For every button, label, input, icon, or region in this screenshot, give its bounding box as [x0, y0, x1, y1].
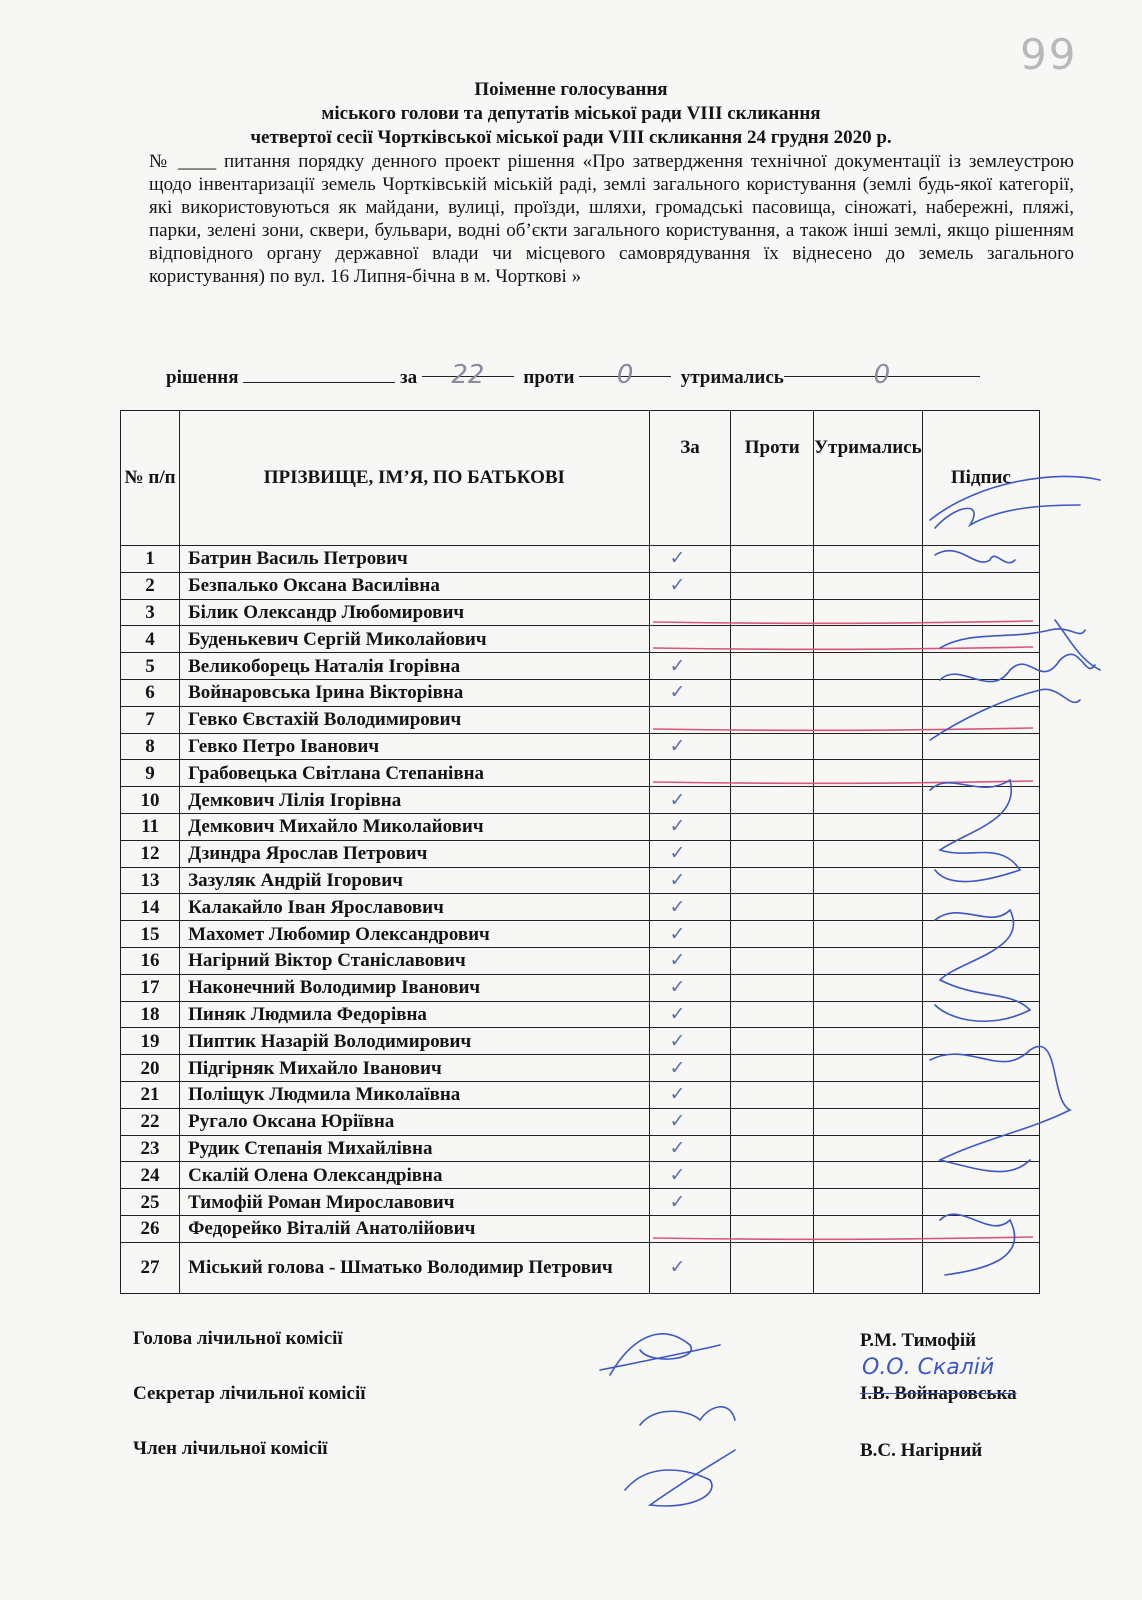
vote-for-cell — [649, 974, 731, 1001]
row-number: 6 — [121, 679, 180, 706]
vote-against-cell — [731, 867, 814, 894]
signature-cell — [922, 626, 1039, 653]
vote-abstained-cell — [814, 840, 923, 867]
decision-line — [166, 360, 1066, 389]
vote-against-cell — [731, 1108, 814, 1135]
row-number: 12 — [121, 840, 180, 867]
vote-abstained-cell — [814, 733, 923, 760]
signature-cell — [922, 1081, 1039, 1108]
abstained-label: утримались — [680, 367, 784, 388]
check-mark-icon: ✓ — [669, 868, 686, 891]
vote-against-cell — [731, 1028, 814, 1055]
deputy-name: Пиптик Назарій Володимирович — [180, 1028, 649, 1055]
check-mark-icon: ✓ — [669, 1110, 686, 1133]
vote-for-cell — [649, 894, 731, 921]
vote-for-cell — [649, 546, 731, 573]
vote-abstained-cell — [814, 1242, 923, 1293]
header-for: За — [649, 411, 731, 546]
table-row — [121, 840, 1040, 867]
row-number: 11 — [121, 813, 180, 840]
signature-cell — [922, 1135, 1039, 1162]
check-mark-icon: ✓ — [669, 681, 686, 704]
table-row — [121, 626, 1040, 653]
vote-abstained-cell — [814, 921, 923, 948]
vote-for-cell — [649, 1242, 731, 1293]
check-mark-icon: ✓ — [669, 1163, 686, 1186]
vote-against-cell — [731, 840, 814, 867]
for-count: 22 — [451, 360, 485, 390]
vote-against-cell — [731, 653, 814, 680]
deputy-name: Дзиндра Ярослав Петрович — [180, 840, 649, 867]
chair-label: Голова лічильної комісії — [133, 1328, 343, 1349]
deputy-name: Калакайло Іван Ярославович — [180, 894, 649, 921]
vote-against-cell — [731, 1055, 814, 1082]
table-row — [121, 1215, 1040, 1242]
deputy-name: Грабовецька Світлана Степанівна — [180, 760, 649, 787]
deputy-name: Тимофій Роман Мирославович — [180, 1189, 649, 1216]
vote-abstained-cell — [814, 1135, 923, 1162]
check-mark-icon: ✓ — [669, 1190, 686, 1213]
table-row — [121, 599, 1040, 626]
deputy-name: Білик Олександр Любомирович — [180, 599, 649, 626]
vote-abstained-cell — [814, 599, 923, 626]
vote-against-cell — [731, 733, 814, 760]
deputy-name: Батрин Василь Петрович — [180, 546, 649, 573]
vote-abstained-cell — [814, 1108, 923, 1135]
signature-cell — [922, 679, 1039, 706]
vote-abstained-cell — [814, 787, 923, 814]
row-number: 10 — [121, 787, 180, 814]
vote-abstained-cell — [814, 1055, 923, 1082]
vote-against-cell — [731, 760, 814, 787]
vote-for-cell — [649, 840, 731, 867]
vote-against-cell — [731, 894, 814, 921]
deputy-name: Рудик Степанія Михайлівна — [180, 1135, 649, 1162]
vote-abstained-cell — [814, 572, 923, 599]
vote-against-cell — [731, 1189, 814, 1216]
secretary-replacement: О.О. Скалій — [862, 1355, 995, 1380]
check-mark-icon: ✓ — [669, 734, 686, 757]
page-number: 99 — [1020, 30, 1078, 79]
vote-against-cell — [731, 974, 814, 1001]
signature-cell — [922, 974, 1039, 1001]
deputy-name: Пиняк Людмила Федорівна — [180, 1001, 649, 1028]
check-mark-icon: ✓ — [669, 1256, 686, 1279]
table-row — [121, 572, 1040, 599]
vote-for-cell — [649, 679, 731, 706]
check-mark-icon: ✓ — [669, 815, 686, 838]
secretary-name: І.В. Войнаровська — [860, 1383, 1017, 1404]
vote-against-cell — [731, 813, 814, 840]
row-number: 3 — [121, 599, 180, 626]
header-signature: Підпис — [922, 411, 1039, 546]
deputy-name: Скалій Олена Олександрівна — [180, 1162, 649, 1189]
vote-abstained-cell — [814, 1001, 923, 1028]
deputy-name: Федорейко Віталій Анатолійович — [180, 1215, 649, 1242]
row-number: 7 — [121, 706, 180, 733]
vote-abstained-cell — [814, 867, 923, 894]
table-row — [121, 1189, 1040, 1216]
vote-abstained-cell — [814, 760, 923, 787]
deputy-name: Ругало Оксана Юріївна — [180, 1108, 649, 1135]
member-name: В.С. Нагірний — [860, 1440, 983, 1461]
title-line-1: Поіменне голосування — [474, 79, 668, 100]
signature-cell — [922, 867, 1039, 894]
vote-abstained-cell — [814, 1162, 923, 1189]
signature-cell — [922, 1055, 1039, 1082]
vote-against-cell — [731, 787, 814, 814]
vote-abstained-cell — [814, 1028, 923, 1055]
row-number: 27 — [121, 1242, 180, 1293]
vote-for-cell — [649, 1001, 731, 1028]
signature-cell — [922, 1189, 1039, 1216]
vote-for-cell — [649, 733, 731, 760]
row-number: 18 — [121, 1001, 180, 1028]
title-line-3: четвертої сесії Чортківської міської ради VIII скликання 24 грудня 2020 р. — [250, 127, 892, 148]
vote-abstained-cell — [814, 546, 923, 573]
check-mark-icon: ✓ — [669, 976, 686, 999]
vote-against-cell — [731, 921, 814, 948]
header-against: Проти — [731, 411, 814, 546]
deputy-name: Махомет Любомир Олександрович — [180, 921, 649, 948]
title-line-2: міського голови та депутатів міської ради VIII скликання — [321, 103, 821, 124]
vote-abstained-cell — [814, 947, 923, 974]
vote-against-cell — [731, 1242, 814, 1293]
row-number: 26 — [121, 1215, 180, 1242]
check-mark-icon: ✓ — [669, 1136, 686, 1159]
row-number: 25 — [121, 1189, 180, 1216]
check-mark-icon: ✓ — [669, 1002, 686, 1025]
vote-for-cell — [649, 1215, 731, 1242]
vote-for-cell — [649, 1135, 731, 1162]
for-label: за — [400, 367, 418, 388]
row-number: 20 — [121, 1055, 180, 1082]
vote-against-cell — [731, 572, 814, 599]
check-mark-icon: ✓ — [669, 788, 686, 811]
row-number: 5 — [121, 653, 180, 680]
deputy-name: Нагірний Віктор Станіславович — [180, 947, 649, 974]
table-row — [121, 1242, 1040, 1293]
vote-abstained-cell — [814, 626, 923, 653]
row-number: 1 — [121, 546, 180, 573]
for-count-field — [422, 360, 514, 390]
signature-cell — [922, 760, 1039, 787]
row-number: 4 — [121, 626, 180, 653]
signature-cell — [922, 653, 1039, 680]
vote-abstained-cell — [814, 653, 923, 680]
table-row — [121, 1028, 1040, 1055]
check-mark-icon: ✓ — [669, 1056, 686, 1079]
abstained-count: 0 — [873, 360, 891, 390]
against-count-field — [579, 360, 671, 390]
row-number: 15 — [121, 921, 180, 948]
row-number: 14 — [121, 894, 180, 921]
signature-cell — [922, 1001, 1039, 1028]
vote-for-cell — [649, 787, 731, 814]
table-row — [121, 1081, 1040, 1108]
signature-cell — [922, 706, 1039, 733]
vote-for-cell — [649, 599, 731, 626]
row-number: 21 — [121, 1081, 180, 1108]
decision-label: рішення — [166, 367, 239, 388]
check-mark-icon: ✓ — [669, 1029, 686, 1052]
deputy-name: Міський голова - Шматько Володимир Петрович — [180, 1242, 649, 1293]
table-row — [121, 974, 1040, 1001]
check-mark-icon: ✓ — [669, 547, 686, 570]
signature-cell — [922, 1162, 1039, 1189]
signature-cell — [922, 1028, 1039, 1055]
vote-for-cell — [649, 760, 731, 787]
document-title — [0, 78, 1142, 150]
deputy-name: Гевко Євстахій Володимирович — [180, 706, 649, 733]
table-row — [121, 787, 1040, 814]
vote-for-cell — [649, 921, 731, 948]
vote-abstained-cell — [814, 974, 923, 1001]
deputy-name: Великоборець Наталія Ігорівна — [180, 653, 649, 680]
table-row — [121, 921, 1040, 948]
member-signature — [625, 1450, 735, 1506]
check-mark-icon: ✓ — [669, 922, 686, 945]
vote-against-cell — [731, 706, 814, 733]
signature-cell — [922, 1242, 1039, 1293]
signature-cell — [922, 572, 1039, 599]
vote-against-cell — [731, 1135, 814, 1162]
signature-cell — [922, 840, 1039, 867]
member-label: Член лічильної комісії — [133, 1438, 328, 1459]
vote-for-cell — [649, 813, 731, 840]
vote-table — [120, 410, 1040, 1294]
row-number: 2 — [121, 572, 180, 599]
vote-abstained-cell — [814, 706, 923, 733]
row-number: 13 — [121, 867, 180, 894]
table-row — [121, 894, 1040, 921]
vote-for-cell — [649, 1189, 731, 1216]
vote-against-cell — [731, 626, 814, 653]
vote-abstained-cell — [814, 813, 923, 840]
deputy-name: Демкович Михайло Миколайович — [180, 813, 649, 840]
header-name: ПРІЗВИЩЕ, ІМ’Я, ПО БАТЬКОВІ — [180, 411, 649, 546]
vote-rows — [121, 546, 1040, 1294]
secretary-label: Секретар лічильної комісії — [133, 1383, 366, 1404]
against-label: проти — [523, 367, 575, 388]
row-number: 23 — [121, 1135, 180, 1162]
deputy-name: Наконечний Володимир Іванович — [180, 974, 649, 1001]
deputy-name: Буденькевич Сергій Миколайович — [180, 626, 649, 653]
deputy-name: Гевко Петро Іванович — [180, 733, 649, 760]
table-row — [121, 947, 1040, 974]
signature-cell — [922, 1215, 1039, 1242]
vote-against-cell — [731, 1215, 814, 1242]
vote-for-cell — [649, 1162, 731, 1189]
row-number: 8 — [121, 733, 180, 760]
vote-for-cell — [649, 947, 731, 974]
table-row — [121, 813, 1040, 840]
vote-for-cell — [649, 1108, 731, 1135]
vote-abstained-cell — [814, 1081, 923, 1108]
header-num: № п/п — [121, 411, 180, 546]
check-mark-icon: ✓ — [669, 1083, 686, 1106]
deputy-name: Зазуляк Андрій Ігорович — [180, 867, 649, 894]
vote-against-cell — [731, 947, 814, 974]
deputy-name: Підгірняк Михайло Іванович — [180, 1055, 649, 1082]
vote-against-cell — [731, 1162, 814, 1189]
table-row — [121, 733, 1040, 760]
chair-name: Р.М. Тимофій — [860, 1330, 977, 1351]
check-mark-icon: ✓ — [669, 895, 686, 918]
check-mark-icon: ✓ — [669, 842, 686, 865]
vote-for-cell — [649, 572, 731, 599]
signature-cell — [922, 546, 1039, 573]
table-row — [121, 867, 1040, 894]
vote-against-cell — [731, 599, 814, 626]
table-header-row — [121, 411, 1040, 546]
vote-for-cell — [649, 1028, 731, 1055]
chair-signature — [600, 1334, 720, 1375]
row-number: 17 — [121, 974, 180, 1001]
vote-for-cell — [649, 1081, 731, 1108]
table-row — [121, 1055, 1040, 1082]
table-row — [121, 1135, 1040, 1162]
vote-for-cell — [649, 653, 731, 680]
vote-abstained-cell — [814, 1215, 923, 1242]
table-row — [121, 1108, 1040, 1135]
table-row — [121, 653, 1040, 680]
signature-cell — [922, 921, 1039, 948]
row-number: 22 — [121, 1108, 180, 1135]
vote-for-cell — [649, 867, 731, 894]
signature-cell — [922, 787, 1039, 814]
secretary-signature — [640, 1407, 735, 1425]
row-number: 19 — [121, 1028, 180, 1055]
deputy-name: Поліщук Людмила Миколаївна — [180, 1081, 649, 1108]
vote-for-cell — [649, 1055, 731, 1082]
header-abstained: Утримались — [814, 411, 923, 546]
vote-against-cell — [731, 546, 814, 573]
row-number: 24 — [121, 1162, 180, 1189]
table-row — [121, 546, 1040, 573]
table-row — [121, 760, 1040, 787]
vote-abstained-cell — [814, 679, 923, 706]
vote-for-cell — [649, 706, 731, 733]
check-mark-icon: ✓ — [669, 949, 686, 972]
check-mark-icon: ✓ — [669, 654, 686, 677]
vote-abstained-cell — [814, 1189, 923, 1216]
deputy-name: Безпалько Оксана Василівна — [180, 572, 649, 599]
row-number: 9 — [121, 760, 180, 787]
check-mark-icon: ✓ — [669, 574, 686, 597]
signature-cell — [922, 733, 1039, 760]
vote-for-cell — [649, 626, 731, 653]
deputy-name: Демкович Лілія Ігорівна — [180, 787, 649, 814]
vote-abstained-cell — [814, 894, 923, 921]
signature-cell — [922, 1108, 1039, 1135]
vote-against-cell — [731, 679, 814, 706]
decision-blank — [243, 366, 395, 383]
vote-against-cell — [731, 1001, 814, 1028]
abstained-count-field — [784, 360, 980, 390]
signature-cell — [922, 894, 1039, 921]
vote-against-cell — [731, 1081, 814, 1108]
table-row — [121, 706, 1040, 733]
table-row — [121, 679, 1040, 706]
signature-cell — [922, 947, 1039, 974]
row-number: 16 — [121, 947, 180, 974]
signature-cell — [922, 813, 1039, 840]
signature-cell — [922, 599, 1039, 626]
against-count: 0 — [616, 360, 634, 390]
table-row — [121, 1162, 1040, 1189]
agenda-question: № ____ питання порядку денного проект рішення «Про затвердження технічної документації із землеустрою щодо інвентаризації земель Чортківській міській раді, землі загального користування (землі будь-якої категорії, які використовуються як майдани, вулиці, проїзди, шляхи, громадські пасовища, сіножаті, набережні, пляжі, парки, зелені зони, сквери, бульвари, водні об’єкти загального користування, а також інші землі, якщо рішенням відповідного органу державної влади чи місцевого самоврядування їх віднесено до земель загального користування) по вул. 16 Липня-бічна в м. Чорткові » — [149, 151, 1074, 287]
table-row — [121, 1001, 1040, 1028]
deputy-name: Война​ровська Ірина Вікторівна — [180, 679, 649, 706]
